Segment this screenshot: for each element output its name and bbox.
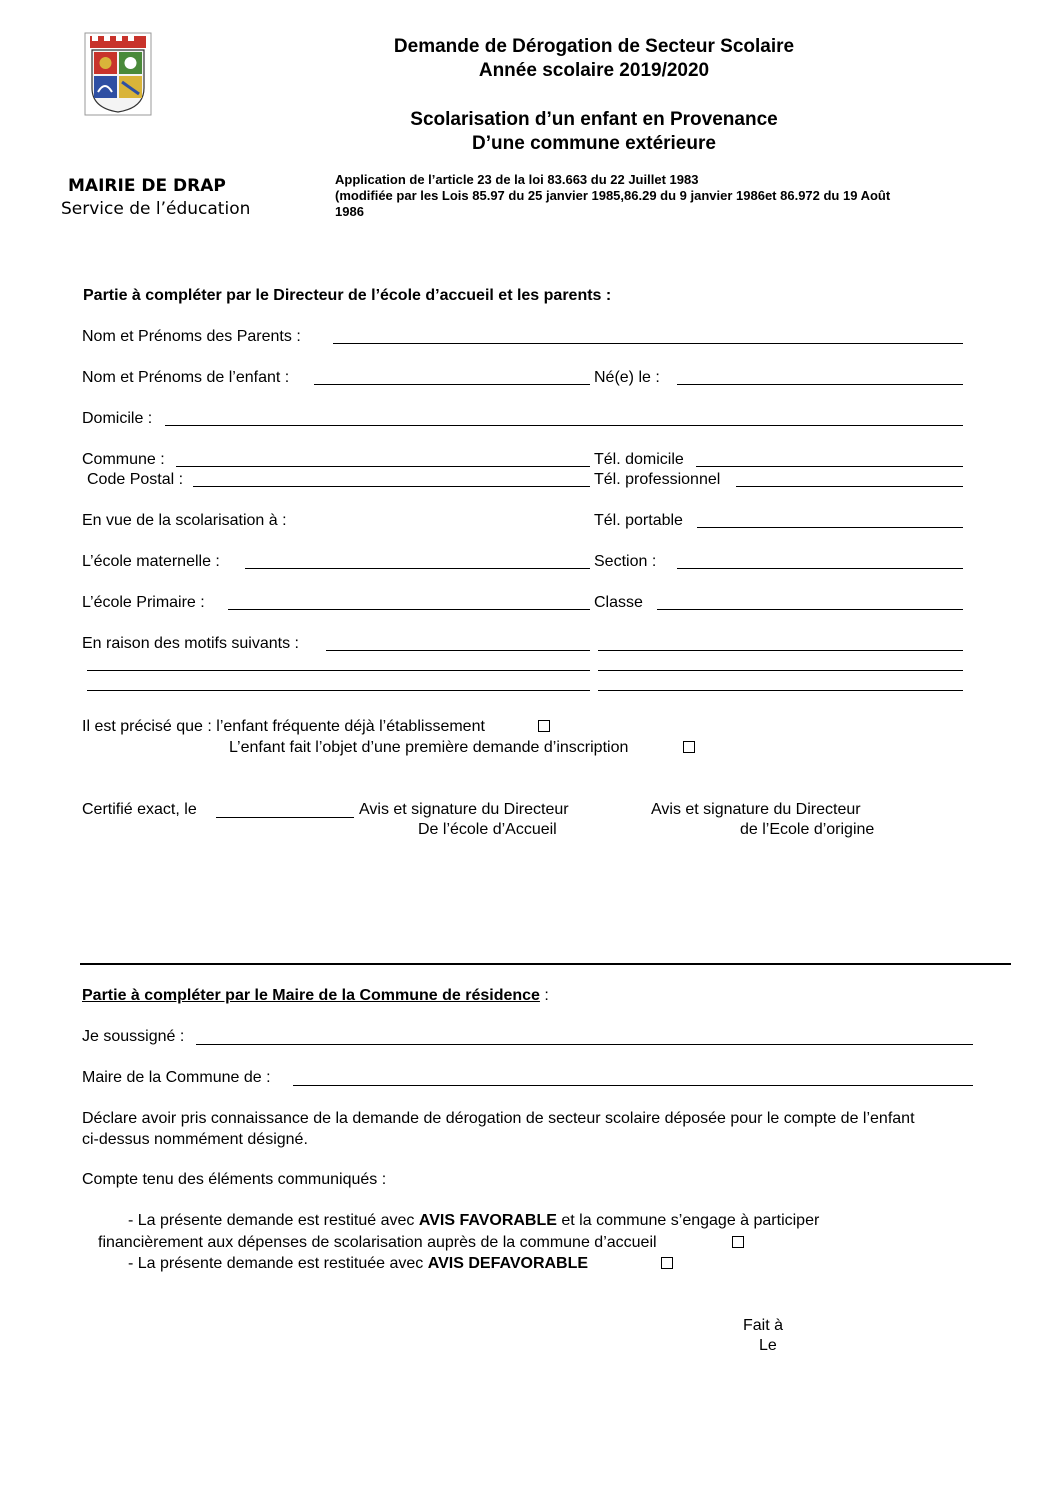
frequente-checkbox[interactable]: [538, 720, 550, 732]
avis-origine-line2: de l’Ecole d’origine: [740, 821, 875, 838]
classe-field[interactable]: [657, 609, 963, 610]
avis-accueil-line1: Avis et signature du Directeur: [359, 801, 569, 818]
avis-accueil-line2: De l’école d’Accueil: [418, 821, 557, 838]
fav-pre: - La présente demande est restitué avec: [128, 1212, 419, 1229]
classe-label: Classe: [594, 594, 643, 611]
maire-commune-label: Maire de la Commune de :: [82, 1069, 271, 1086]
tel-domicile-label: Tél. domicile: [594, 451, 684, 468]
fav-post: et la commune s’engage à participer: [556, 1212, 820, 1229]
birthdate-field[interactable]: [677, 384, 963, 385]
certifie-date-field[interactable]: [216, 817, 354, 818]
declare-text-2: ci-dessus nommément désigné.: [82, 1131, 308, 1148]
declare-text-1: Déclare avoir pris connaissance de la demande de dérogation de secteur scolaire déposée pour le compte de l’enfant: [82, 1110, 915, 1127]
avis-favorable-line2: financièrement aux dépenses de scolarisation auprès de la commune d’accueil: [98, 1234, 657, 1251]
certifie-label: Certifié exact, le: [82, 801, 197, 818]
premiere-demande-label: L’enfant fait l’objet d’une première demande d’inscription: [229, 739, 629, 756]
birthdate-label: Né(e) le :: [594, 369, 660, 386]
motifs-label: En raison des motifs suivants :: [82, 635, 299, 652]
maire-commune-field[interactable]: [293, 1085, 973, 1086]
avis-defavorable-checkbox[interactable]: [661, 1257, 673, 1269]
fav-bold: AVIS FAVORABLE: [418, 1212, 557, 1229]
motifs-field-4[interactable]: [598, 670, 963, 671]
tel-pro-field[interactable]: [736, 486, 963, 487]
ecole-maternelle-label: L’école maternelle :: [82, 553, 220, 570]
ecole-primaire-label: L’école Primaire :: [82, 594, 205, 611]
service-name: Service de l’éducation: [61, 199, 251, 219]
premiere-demande-checkbox[interactable]: [683, 741, 695, 753]
law-reference-1: Application de l’article 23 de la loi 83.663 du 22 Juillet 1983: [335, 172, 699, 187]
defav-pre: - La présente demande est restituée avec: [128, 1255, 428, 1272]
domicile-field[interactable]: [165, 425, 963, 426]
frequente-label: Il est précisé que : l’enfant fréquente déjà l’établissement: [82, 718, 485, 735]
fait-a-label: Fait à: [743, 1317, 784, 1334]
part1-heading: Partie à compléter par le Directeur de l’école d’accueil et les parents :: [83, 287, 612, 304]
code-postal-field[interactable]: [193, 486, 590, 487]
ecole-primaire-field[interactable]: [228, 609, 590, 610]
commune-label: Commune :: [82, 451, 165, 468]
le-label: Le: [759, 1337, 777, 1354]
document-subtitle: Scolarisation d’un enfant en Provenance: [410, 109, 778, 130]
document-subtitle-2: D’une commune extérieure: [472, 133, 716, 154]
soussigne-label: Je soussigné :: [82, 1028, 185, 1045]
tel-domicile-field[interactable]: [696, 466, 963, 467]
defav-bold: AVIS DEFAVORABLE: [427, 1255, 589, 1272]
school-year: Année scolaire 2019/2020: [478, 60, 710, 81]
law-reference-3: 1986: [335, 204, 364, 219]
enfant-label: Nom et Prénoms de l’enfant :: [82, 369, 290, 386]
compte-tenu-label: Compte tenu des éléments communiqués :: [82, 1171, 387, 1188]
avis-origine-line1: Avis et signature du Directeur: [651, 801, 861, 818]
parents-field[interactable]: [333, 343, 963, 344]
avis-defavorable-line: [128, 1256, 588, 1272]
code-postal-label: Code Postal :: [87, 471, 184, 488]
scolarisation-label: En vue de la scolarisation à :: [82, 512, 287, 529]
ecole-maternelle-field[interactable]: [245, 568, 590, 569]
part2-heading: [82, 988, 549, 1004]
motifs-field-3[interactable]: [87, 670, 590, 671]
tel-portable-field[interactable]: [697, 527, 963, 528]
commune-field[interactable]: [176, 466, 590, 467]
motifs-field-6[interactable]: [598, 690, 963, 691]
law-reference-2: (modifiée par les Lois 85.97 du 25 janvier 1985,86.29 du 9 janvier 1986et 86.972 du 19 Août: [335, 188, 891, 203]
tel-pro-label: Tél. professionnel: [594, 471, 721, 488]
parents-label: Nom et Prénoms des Parents :: [82, 328, 301, 345]
section-field[interactable]: [677, 568, 963, 569]
mairie-name: MAIRIE DE DRAP: [68, 176, 226, 196]
town-crest-logo: [84, 32, 152, 116]
avis-favorable-checkbox[interactable]: [732, 1236, 744, 1248]
tel-portable-label: Tél. portable: [594, 512, 683, 529]
document-title: Demande de Dérogation de Secteur Scolaire: [393, 36, 795, 57]
section-label: Section :: [594, 553, 657, 570]
soussigne-field[interactable]: [196, 1044, 973, 1045]
avis-favorable-line1: [128, 1213, 819, 1229]
part2-heading-colon: :: [539, 987, 549, 1004]
motifs-field-2[interactable]: [598, 650, 963, 651]
motifs-field-5[interactable]: [87, 690, 590, 691]
enfant-field[interactable]: [314, 384, 590, 385]
part2-heading-text: Partie à compléter par le Maire de la Commune de résidence: [82, 987, 540, 1004]
motifs-field-1[interactable]: [326, 650, 590, 651]
domicile-label: Domicile :: [82, 410, 153, 427]
section-divider: [80, 963, 1011, 965]
